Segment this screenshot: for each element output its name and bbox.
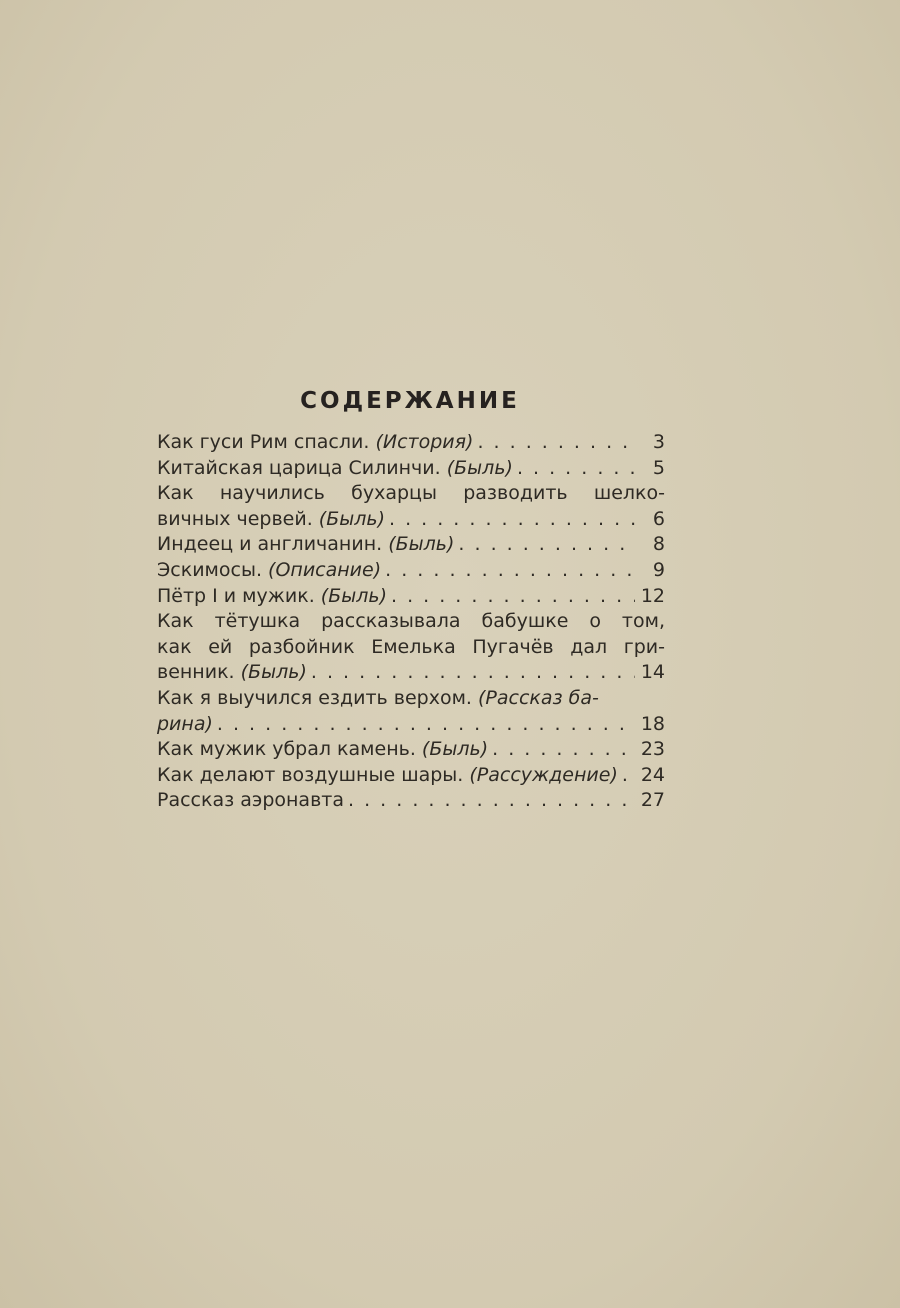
dot-leader <box>517 456 635 482</box>
toc-entry <box>157 763 665 789</box>
dot-leader <box>391 584 635 610</box>
page-number: 8 <box>652 533 665 556</box>
toc-entry <box>157 558 665 584</box>
dot-leader <box>492 737 635 763</box>
dot-leader <box>311 660 635 686</box>
entry-text: Как гуси Рим спасли. <box>157 431 370 453</box>
toc-entry <box>157 456 665 482</box>
toc-entry <box>157 686 665 737</box>
dot-leader <box>477 430 635 456</box>
dot-leader <box>385 558 635 584</box>
dot-leader <box>622 763 635 789</box>
entry-note: (Быль) <box>318 507 385 530</box>
entry-text: Пётр I и мужик. <box>157 584 315 607</box>
page-number: 24 <box>640 763 665 786</box>
entry-text: Как я выучился ездить верхом. <box>157 686 472 709</box>
page-number: 12 <box>640 584 665 607</box>
entry-text: Рассказ аэронавта <box>157 789 344 812</box>
toc-entry <box>157 788 665 814</box>
entry-text: Эскимосы. <box>157 558 262 581</box>
page-number: 9 <box>652 558 665 581</box>
page-number: 27 <box>640 789 665 812</box>
entry-note: (Быль) <box>240 661 307 684</box>
entry-note: (Рассуждение) <box>469 763 618 786</box>
page-number: 14 <box>640 661 665 684</box>
entry-note: (История) <box>375 431 474 453</box>
entry-note: (Описание) <box>268 558 382 581</box>
toc-entry <box>157 532 665 558</box>
entry-note: (Быль) <box>421 738 489 761</box>
page-number: 23 <box>640 738 665 761</box>
toc-entry <box>157 609 665 686</box>
dot-leader <box>348 788 635 814</box>
entry-note: (Быль) <box>320 584 387 607</box>
entry-text: Как делают воздушные шары. <box>157 763 464 786</box>
entry-text: Как тётушка рассказывала бабушке о том, <box>157 610 665 633</box>
entry-text: Индеец и англичанин. <box>157 533 383 556</box>
entry-text: венник. <box>157 661 235 684</box>
toc-entry <box>157 737 665 763</box>
table-of-contents <box>157 430 665 814</box>
entry-text: как ей разбойник Емелька Пугачёв дал гри- <box>157 635 665 658</box>
entry-note: (Рассказ ба- <box>478 686 599 709</box>
entry-text: Китайская царица Силинчи. <box>157 456 441 479</box>
entry-text: Как мужик убрал камень. <box>157 738 416 761</box>
entry-text: вичных червей. <box>157 507 313 530</box>
page-number: 5 <box>652 456 665 479</box>
page-number: 6 <box>652 507 665 530</box>
entry-note: (Быль) <box>388 533 455 556</box>
dot-leader <box>217 712 635 738</box>
entry-text: Как научились бухарцы разводить шелко- <box>157 482 665 505</box>
toc-entry <box>157 584 665 610</box>
dot-leader <box>458 532 635 558</box>
page-title: СОДЕРЖАНИЕ <box>300 388 520 414</box>
page-number: 3 <box>652 431 665 453</box>
toc-entry <box>157 481 665 532</box>
dot-leader <box>389 507 635 533</box>
page-number: 18 <box>640 712 665 735</box>
entry-note: рина) <box>157 712 213 735</box>
toc-entry <box>157 430 665 456</box>
entry-note: (Быль) <box>446 456 513 479</box>
